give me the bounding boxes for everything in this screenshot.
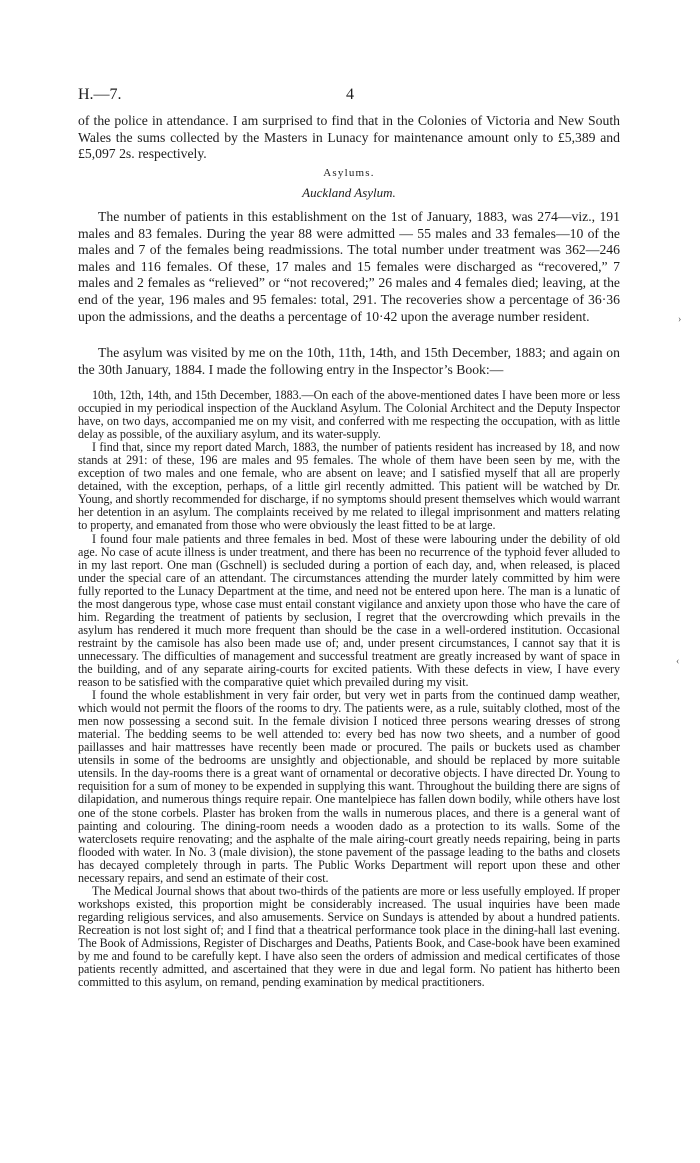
intro-block [78, 113, 620, 163]
page-header [78, 86, 622, 106]
patients-paragraph: The number of patients in this establishment on the 1st of January, 1883, was 274—viz., 191 males and 83 females. During the year 88 were admitted — 55 males and 33 females—10 of the males and 7 of the females being readmissions. The total number under treatment was 362—246 males and 116 females. Of these, 17 males and 15 females were discharged as “recovered,” 7 males and 2 females as “relieved” or “not recovered;” 26 males and 4 females died; leaving, at the end of the year, 196 males and 95 females: total, 291. The recoveries show a percentage of 36·36 upon the admissions, and the deaths a percentage of 10·42 upon the average number resident. [78, 209, 620, 324]
entry-paragraph: 10th, 12th, 14th, and 15th December, 1883.—On each of the above-mentioned dates I have been more or less occupied in my periodical inspection of the Auckland Asylum. The Colonial Architect and the Deputy Inspector have, on two days, accompanied me on my visit, and conferred with me respecting the occupation, with as little delay as possible, of the auxiliary asylum, and its water-supply. [78, 388, 620, 442]
section-heading: Asylums. [323, 167, 375, 179]
entry-paragraph: I found four male patients and three females in bed. Most of these were labouring under the debility of old age. No case of acute illness is under treatment, and there has been no recurrence of the typhoid fever alluded to in my last report. One man (Gschnell) is secluded during a portion of each day, and, when released, is placed under the special care of an attendant. The circumstances attending the murder lately committed by him were fully reported to the Lunacy Department at the time, and need not be entered upon here. The man is a lunatic of the most dangerous type, whose case must entail constant vigilance and anxiety upon those who have the care of him. Regarding the treatment of patients by seclusion, I regret that the overcrowding which prevails in the asylum has rendered it much more frequent than should be the case in a well-ordered institution. Occasional restraint by the camisole has also been made use of; and, under present circumstances, I cannot say that it is unnecessary. The difficulties of management and successful treatment are greatly increased by want of space in the building, and of any separate airing-courts for excited patients. With these defects in view, I have every reason to be satisfied with the comparative quiet which prevailed during my visit. [78, 531, 620, 690]
entry-paragraph: I find that, since my report dated March, 1883, the number of patients resident has increased by 18, and now stands at 291: of these, 196 are males and 95 females. The whole of them have been seen by me, with the exception of two males and one female, who are absent on leave; and I satisfied myself that all are properly detained, with the exception, perhaps, of a little girl recently admitted. This patient will be watched by Dr. Young, and shortly recommended for discharge, if no symptoms should present themselves which would warrant her detention in an asylum. The complaints received by me related to illegal imprisonment and matters relating to property, and emanated from those who were obviously the least fitted to be at large. [78, 440, 620, 533]
intro-paragraph: of the police in attendance. I am surprised to find that in the Colonies of Victoria and New South Wales the sums collected by the Masters in Lunacy for maintenance amount only to £5,389 and £5,097 2s. respectively. [78, 113, 620, 162]
page-number: 4 [346, 86, 354, 103]
patients-block [78, 209, 620, 325]
margin-mark: › [678, 314, 682, 325]
visits-block [78, 345, 620, 378]
inspector-entry [78, 389, 620, 989]
report-reference: H.—7. [78, 86, 122, 103]
entry-paragraph: I found the whole establishment in very fair order, but very wet in parts from the continued damp weather, which would not permit the floors of the rooms to dry. The patients were, as a rule, suitably clothed, most of the men now possessing a second suit. In the female division I noticed three persons wearing dresses of strong material. The bedding seems to be well attended to: every bed has now two sheets, and a number of good paillasses and hair mattresses have recently been made or procured. The pails or buckets used as chamber utensils in some of the bedrooms are unsightly and objectionable, and should be replaced by more suitable utensils. In the day-rooms there is a great want of ornamental or decorative objects. I have directed Dr. Young to requisition for a sum of money to be expended in supplying this want. Throughout the building there are signs of dilapidation, and numerous things require repair. One mantelpiece has fallen down bodily, while others have lost one of the stone corbels. Plaster has broken from the walls in numerous places, and there is a general want of painting and colouring. The dining-room needs a wooden dado as a protection to its walls. Some of the waterclosets require renovating; and the asphalte of the male airing-court greatly needs repairing, being in parts flooded with water. In No. 3 (male division), the stone pavement of the passage leading to the baths and closets has decayed completely through in parts. The Public Works Department will report upon these and other necessary repairs, and send an estimate of their cost. [78, 688, 620, 885]
visits-paragraph: The asylum was visited by me on the 10th, 11th, 14th, and 15th December, 1883; and again on the 30th January, 1884. I made the following entry in the Inspector’s Book:— [78, 345, 620, 377]
subheading: Auckland Asylum. [302, 185, 396, 200]
margin-mark: ‹ [676, 656, 680, 667]
entry-paragraph: The Medical Journal shows that about two-thirds of the patients are more or less usefully employed. If proper workshops existed, this proportion might be considerably increased. The usual inquiries have been made regarding religious services, and also amusements. Service on Sundays is attended by about a hundred patients. Recreation is not lost sight of; and I find that a theatrical performance took place in the dining-hall last evening. The Book of Admissions, Register of Discharges and Deaths, Patients Book, and Case-book have been examined by me and found to be carefully kept. I have also seen the orders of admission and medical certificates of those patients recently admitted, and ascertained that they were in due and legal form. No patient has hitherto been committed to this asylum, on remand, pending examination by medical practitioners. [78, 883, 620, 990]
